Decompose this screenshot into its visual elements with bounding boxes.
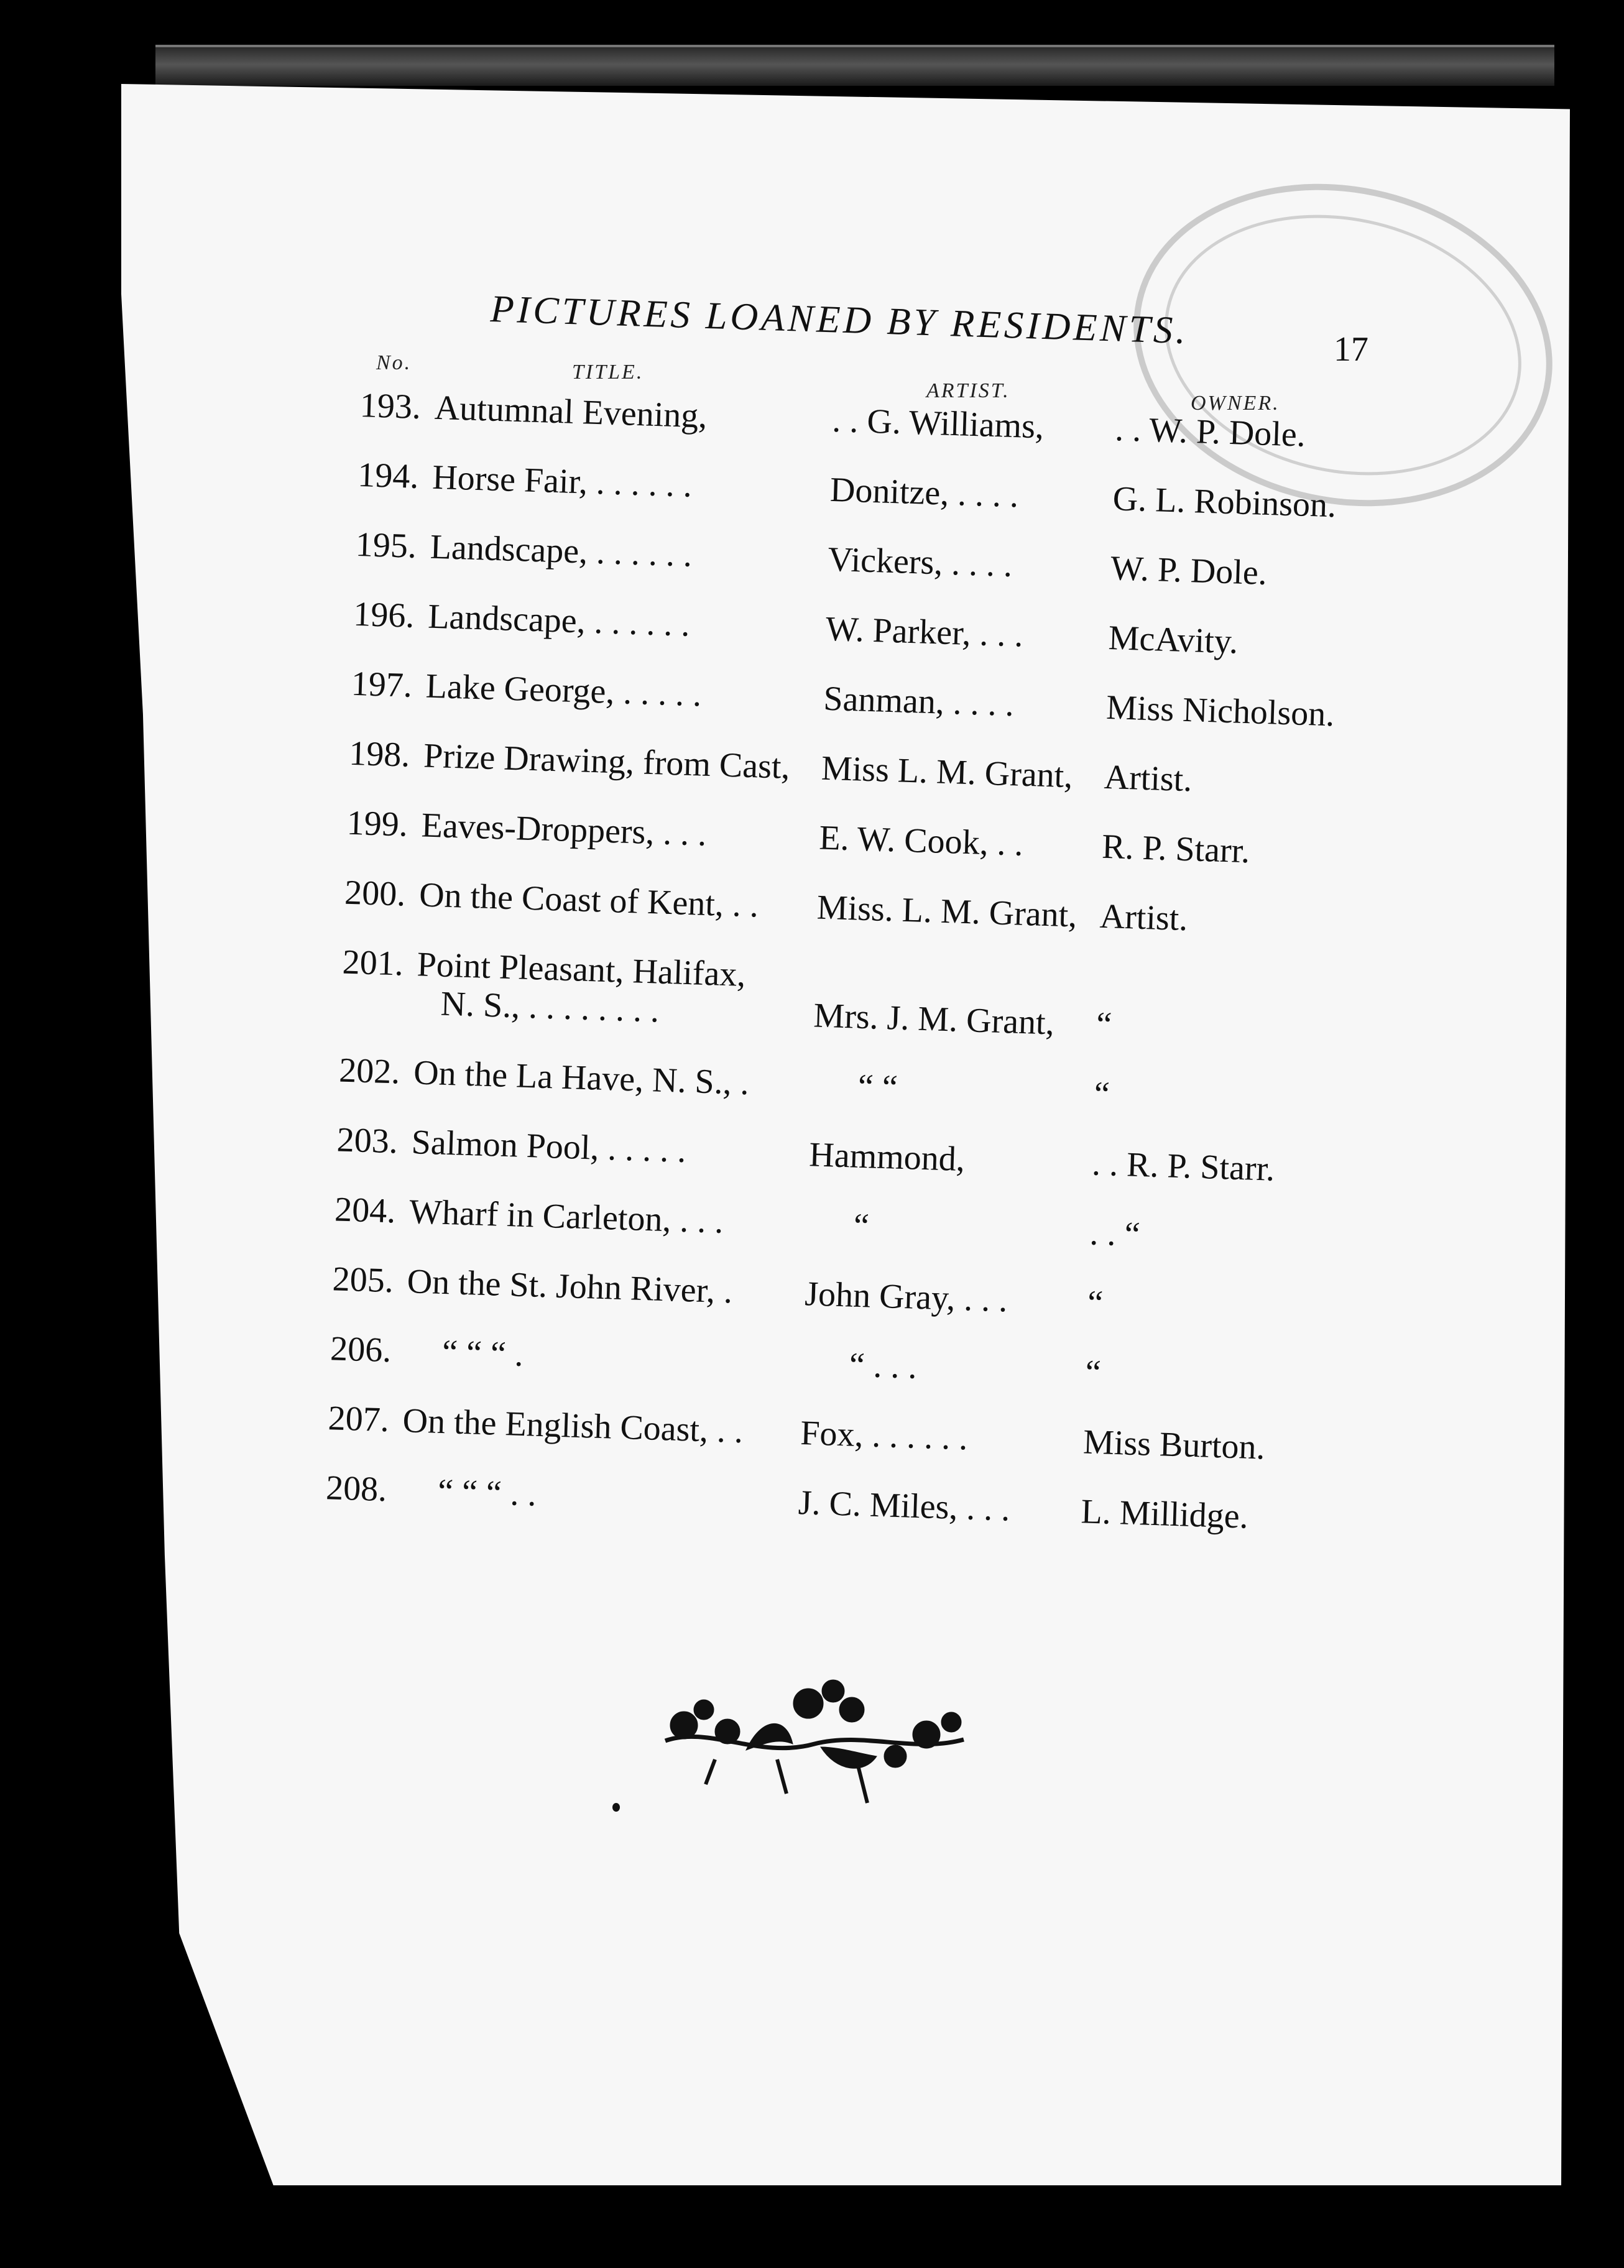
entry-title: N. S., . . . . . . . . (440, 984, 660, 1030)
entry-title: Autumnal Evening, (433, 388, 708, 436)
entry-number: 193. (359, 385, 422, 427)
entry-owner: “ (1087, 1283, 1104, 1323)
entry-owner: Artist. (1103, 757, 1193, 800)
entry-number: 206. (330, 1329, 392, 1370)
entry-number: 200. (344, 873, 407, 914)
entry-artist: John Gray, . . . (804, 1275, 1008, 1320)
entry-number: 205. (331, 1260, 394, 1301)
column-header-title: TITLE. (572, 361, 644, 384)
page-heading: PICTURES LOANED BY RESIDENTS. (489, 287, 1189, 353)
entry-number: 202. (338, 1051, 401, 1092)
column-header-owner: OWNER. (1191, 392, 1280, 415)
entry-artist: Donitze, . . . . (829, 470, 1020, 515)
entry-number: 195. (354, 525, 417, 566)
entry-artist: E. W. Cook, . . (818, 818, 1024, 864)
entry-artist: Miss L. M. Grant, (821, 749, 1074, 796)
entry-number: 198. (348, 734, 411, 775)
entry-owner: “ (1093, 1074, 1110, 1114)
entry-owner: . . R. P. Starr. (1091, 1144, 1276, 1189)
entry-artist: “ (852, 1206, 870, 1246)
page-number: 17 (1334, 330, 1368, 369)
entry-title: Landscape, . . . . . . (429, 527, 693, 574)
entry-number: 194. (357, 455, 420, 496)
entry-artist: Mrs. J. M. Grant, (813, 996, 1055, 1043)
entry-owner: . . W. P. Dole. (1114, 410, 1306, 454)
entry-title: Prize Drawing, from Cast, (423, 736, 791, 786)
floral-ornament (653, 1666, 976, 1815)
entry-number: 196. (353, 594, 415, 635)
entry-owner: “ (1096, 1005, 1113, 1044)
entry-number: 204. (334, 1190, 397, 1231)
entry-title: Landscape, . . . . . . (427, 597, 691, 644)
entry-number: 208. (325, 1468, 388, 1510)
entry-owner: Miss Burton. (1082, 1422, 1266, 1467)
entry-number: 199. (346, 803, 408, 844)
entry-artist: Miss. L. M. Grant, (816, 888, 1078, 935)
entry-title: Horse Fair, . . . . . . (431, 458, 693, 505)
entry-title: Eaves-Droppers, . . . (420, 806, 708, 854)
entry-title: Wharf in Carleton, . . . (408, 1192, 724, 1241)
entry-title: On the St. John River, . (406, 1262, 734, 1311)
entry-number: 197. (350, 664, 413, 705)
entry-owner: Miss Nicholson. (1105, 688, 1336, 734)
entry-title: On the English Coast, . . (402, 1401, 744, 1451)
book-top-edge (155, 45, 1554, 86)
entry-owner: L. Millidge. (1080, 1492, 1249, 1536)
entry-artist: Sanman, . . . . (823, 679, 1015, 724)
entry-owner: R. P. Starr. (1101, 827, 1251, 871)
entry-title: On the Coast of Kent, . . (418, 875, 759, 925)
entry-number: 201. (341, 943, 404, 984)
entry-title: “ “ “ . (441, 1332, 524, 1374)
entry-owner: G. L. Robinson. (1112, 479, 1337, 525)
entry-artist: “ “ (857, 1067, 898, 1107)
entry-owner: McAvity. (1107, 618, 1239, 662)
entry-artist: “ . . . (848, 1345, 918, 1386)
entry-number: 203. (336, 1120, 399, 1161)
entry-artist: J. C. Miles, . . . (797, 1483, 1011, 1529)
entry-title: On the La Have, N. S., . (413, 1053, 750, 1103)
entry-owner: . . “ (1089, 1214, 1141, 1255)
entry-title: Salmon Pool, . . . . . (410, 1123, 687, 1171)
column-header-artist: ARTIST. (926, 379, 1010, 402)
column-header-no: No. (376, 351, 412, 374)
entry-owner: “ (1084, 1353, 1102, 1393)
entry-owner: W. P. Dole. (1110, 549, 1268, 592)
stray-ink-dot (612, 1803, 620, 1812)
entry-number: 207. (327, 1399, 390, 1440)
entry-title: Point Pleasant, Halifax, (416, 945, 747, 994)
entry-artist: W. Parker, . . . (825, 609, 1024, 655)
entry-artist: . . G. Williams, (831, 400, 1045, 446)
entry-owner: Artist. (1099, 897, 1189, 939)
entry-artist: Fox, . . . . . . (800, 1414, 969, 1458)
entry-artist: Hammond, (808, 1135, 966, 1179)
entry-title: Lake George, . . . . . (425, 666, 703, 714)
entry-title: “ “ “ . . (437, 1472, 537, 1514)
entry-artist: Vickers, . . . . (827, 540, 1013, 585)
